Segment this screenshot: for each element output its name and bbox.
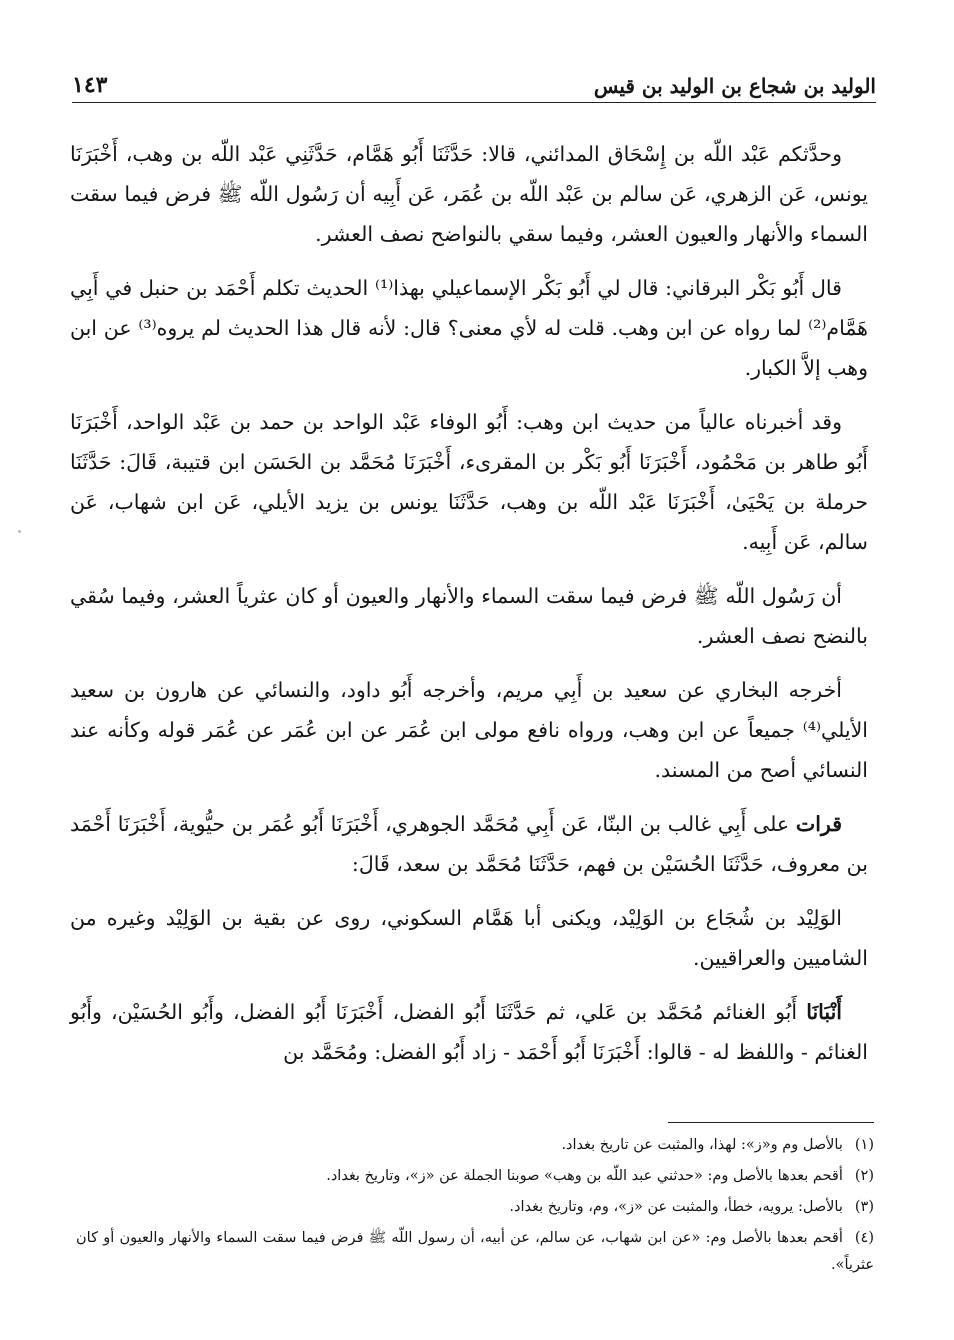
main-text	[70, 134, 868, 1086]
footnote: (٢)أقحم بعدها بالأصل وم: «حدثني عبد اللّه بن وهب» صوبنا الجملة عن «ز»، وتاريخ بغداد.	[76, 1163, 874, 1190]
page-header	[72, 62, 876, 103]
footnote: (٤)أقحم بعدها بالأصل وم: «عن ابن شهاب، عن سالم، عن أبيه، أن رسول اللّه ﷺ فرض فيما سقت السماء والأنهار والعيون أو كان عثرياً».	[76, 1225, 874, 1279]
paragraph: الوَلِيْد بن شُجَاع بن الوَلِيْد، ويكنى أبا هَمَّام السكوني، روى عن بقية بن الوَلِيْد وغيره من الشاميين والعراقيين.	[70, 906, 868, 970]
paragraph: أن رَسُول اللّه ﷺ فرض فيما سقت السماء والأنهار والعيون أو كان عثرياً العشر، وفيما سُقي بالنضح نصف العشر.	[70, 584, 868, 648]
page-number: ١٤٣	[72, 72, 108, 98]
footnote-mark: (١)	[854, 1137, 874, 1153]
paragraph-lead-word: قرات	[795, 812, 842, 836]
footnote-mark: (٣)	[854, 1199, 874, 1215]
paragraph: قرات على أَبِي غالب بن البنّا، عَن أَبِي مُحَمَّد الجوهري، أَخْبَرَنَا أَبُو عُمَر بن حيُّوية، أَخْبَرَنَا أَحْمَد بن معروف، حَدَّثَنَا الحُسَيْن بن فهم، حَدَّثَنَا مُحَمَّد بن سعد، قَالَ:	[70, 812, 868, 876]
paragraph: أخرجه البخاري عن سعيد بن أَبِي مريم، وأخرجه أَبُو داود، والنسائي عن هارون بن سعيد الأيلي⁽⁴⁾ جميعاً عن ابن وهب، ورواه نافع مولى ابن عُمَر عن ابن عُمَر عن عُمَر قوله وكأنه عند النسائي أصح من المسند.	[70, 678, 868, 782]
footnote: (٣)بالأصل: يرويه، خطأ، والمثبت عن «ز»، وم، وتاريخ بغداد.	[76, 1194, 874, 1221]
footnote-mark: (٤)	[854, 1230, 874, 1246]
paragraph: أَنْبَانَا أَبُو الغنائم مُحَمَّد بن عَلي، ثم حَدَّثَنَا أَبُو الفضل، أَخْبَرَنَا أَبُو الفضل، وأَبُو الحُسَيْن، وأَبُو الغنائم - واللفظ له - قالوا: أَخْبَرَنَا أَبُو أَحْمَد - زاد أَبُو الفضل: ومُحَمَّد بن	[70, 1000, 868, 1064]
paragraph: وقد أخبرناه عالياً من حديث ابن وهب: أَبُو الوفاء عَبْد الواحد بن حمد بن عَبْد الواحد، أَخْبَرَنَا أَبُو طاهر بن مَحْمُود، أَخْبَرَنَا أَبُو بَكْر بن المقرىء، أَخْبَرَنَا مُحَمَّد بن الحَسَن ابن قتيبة، قَالَ: حَدَّثَنَا حرملة بن يَحْيَىٰ، أَخْبَرَنَا عَبْد اللّه بن وهب، حَدَّثَنَا يونس بن يزيد الأيلي، عَن ابن شهاب، عَن سالم، عَن أَبِيه.	[70, 410, 868, 554]
footnote: (١)بالأصل وم و«ز»: لهذا، والمثبت عن تاريخ بغداد.	[76, 1132, 874, 1159]
paragraph: وحدَّثكم عَبْد اللّه بن إِسْحَاق المدائني، قالا: حَدَّثَنَا أَبُو هَمَّام، حَدَّثَنِي عَبْد اللّه بن وهب، أَخْبَرَنَا يونس، عَن الزهري، عَن سالم بن عَبْد اللّه بن عُمَر، عَن أَبِيه أن رَسُول اللّه ﷺ فرض فيما سقت السماء والأنهار والعيون العشر، وفيما سقي بالنواضح نصف العشر.	[70, 142, 868, 246]
running-title: الوليد بن شجاع بن الوليد بن قيس	[593, 74, 876, 98]
paragraph: قال أَبُو بَكْر البرقاني: قال لي أَبُو بَكْر الإسماعيلي بهذا⁽¹⁾ الحديث تكلم أَحْمَد بن حنبل في أَبِي هَمَّام⁽²⁾ لما رواه عن ابن وهب. قلت له لأي معنى؟ قال: لأنه قال هذا الحديث لم يروه⁽³⁾ عن ابن وهب إلاَّ الكبار.	[70, 276, 868, 380]
footnotes	[76, 1132, 874, 1283]
scan-speck	[18, 530, 21, 533]
paragraph-lead-word: أَنْبَانَا	[806, 1000, 842, 1024]
footnote-mark: (٢)	[854, 1168, 874, 1184]
footnote-divider	[668, 1122, 874, 1123]
